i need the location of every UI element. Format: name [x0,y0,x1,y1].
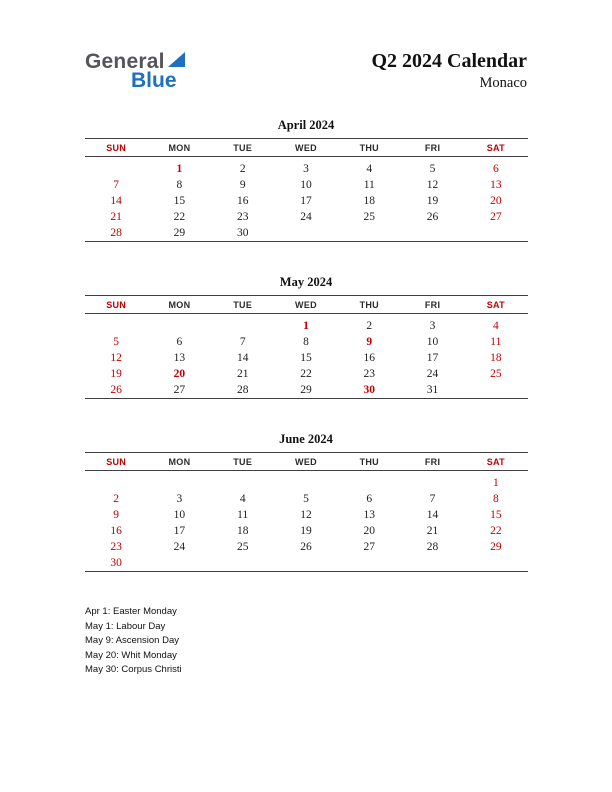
week-row [85,225,528,242]
month-title: May 2024 [279,275,333,289]
day-cell: 28 [426,541,439,553]
day-cell: 19 [110,368,122,380]
day-cell: 10 [426,336,439,348]
week-row [85,382,528,399]
week-row [85,334,528,350]
day-cell: 28 [236,384,249,396]
empty-day-cell [401,225,464,242]
day-cell: 24 [173,541,186,553]
months-container [85,118,528,572]
day-cell: 8 [303,336,309,348]
empty-day-cell [401,471,464,492]
day-cell: 22 [173,211,186,223]
day-cell: 1 [176,163,183,175]
empty-day-cell [85,471,148,492]
day-cell: 30 [363,384,376,396]
weekday-header: TUE [233,457,253,467]
day-cell: 11 [237,509,249,521]
day-cell: 7 [113,179,120,191]
empty-day-cell [211,555,274,572]
weekday-header: THU [359,300,379,310]
day-cell: 26 [426,211,439,223]
day-cell: 18 [490,352,502,364]
day-cell: 6 [366,493,373,505]
month-calendar [85,432,528,572]
day-cell: 6 [492,163,499,175]
day-cell: 28 [110,227,122,239]
day-cell: 15 [490,509,502,521]
day-cell: 5 [113,336,120,348]
day-cell: 13 [363,509,376,521]
month-calendar [85,118,528,242]
week-row [85,314,528,335]
day-cell: 25 [363,211,376,223]
day-cell: 27 [363,541,376,553]
week-row [85,507,528,523]
weekday-header: FRI [424,143,441,153]
day-cell: 21 [236,368,249,380]
weekday-header: THU [359,457,379,467]
holiday-note: Apr 1: Easter Monday [85,606,177,617]
empty-day-cell [85,157,148,178]
weekday-header: TUE [233,300,253,310]
day-cell: 14 [110,195,122,207]
empty-day-cell [274,471,337,492]
day-cell: 11 [363,179,375,191]
holiday-note: May 20: Whit Monday [85,649,177,661]
holiday-note: May 9: Ascension Day [85,635,179,647]
day-cell: 20 [363,525,376,537]
day-cell: 25 [490,368,502,380]
empty-day-cell [274,225,337,242]
day-cell: 7 [429,493,436,505]
empty-day-cell [338,225,401,242]
holiday-note: May 1: Labour Day [85,620,166,632]
empty-day-cell [464,225,527,242]
day-cell: 3 [176,493,183,505]
day-cell: 20 [173,368,186,380]
day-cell: 16 [363,352,376,364]
weekday-header: SUN [106,457,127,467]
day-cell: 14 [236,352,249,364]
day-cell: 4 [366,163,373,175]
day-cell: 23 [236,211,249,223]
weekday-header: TUE [233,143,253,153]
holiday-note: May 30: Corpus Christi [85,664,182,676]
empty-day-cell [85,314,148,335]
day-cell: 9 [113,509,120,521]
day-cell: 30 [110,557,122,569]
day-cell: 19 [426,195,439,207]
day-cell: 25 [236,541,249,553]
day-cell: 2 [113,493,120,505]
day-cell: 5 [429,163,436,175]
day-cell: 19 [300,525,312,537]
page-title: Q2 2024 Calendar [371,50,527,72]
day-cell: 3 [303,163,309,175]
empty-day-cell [148,471,211,492]
holiday-notes [85,605,612,678]
day-cell: 27 [490,211,502,223]
week-row [85,177,528,193]
empty-day-cell [211,314,274,335]
day-cell: 18 [363,195,376,207]
day-cell: 5 [303,493,309,505]
day-cell: 24 [300,211,312,223]
month-title: June 2024 [279,432,333,446]
week-row [85,523,528,539]
day-cell: 10 [173,509,186,521]
day-cell: 7 [239,336,246,348]
day-cell: 2 [366,320,373,332]
logo-triangle-icon [168,50,185,71]
weekday-header: WED [295,457,317,467]
empty-day-cell [148,314,211,335]
empty-day-cell [211,471,274,492]
day-cell: 6 [176,336,183,348]
weekday-header: MON [168,300,191,310]
logo-text-general: General [85,50,165,73]
day-cell: 27 [173,384,186,396]
weekday-header: FRI [424,457,441,467]
week-row [85,555,528,572]
page-subtitle: Monaco [479,75,527,91]
day-cell: 12 [110,352,122,364]
title-block [371,50,527,92]
day-cell: 18 [236,525,249,537]
day-cell: 29 [173,227,186,239]
weekday-header: WED [295,300,317,310]
month-title: April 2024 [277,118,335,132]
week-row [85,209,528,225]
week-row [85,193,528,209]
empty-day-cell [464,382,527,399]
day-cell: 9 [239,179,246,191]
weekday-header: SAT [486,457,505,467]
general-blue-logo [85,50,185,91]
week-row [85,366,528,382]
day-cell: 14 [426,509,439,521]
day-cell: 4 [239,493,246,505]
month-calendar [85,275,528,399]
day-cell: 12 [426,179,439,191]
day-cell: 12 [300,509,312,521]
day-cell: 31 [426,384,439,396]
day-cell: 26 [300,541,312,553]
day-cell: 30 [236,227,249,239]
day-cell: 17 [426,352,439,364]
weekday-header: MON [168,143,191,153]
weekday-header: FRI [424,300,441,310]
day-cell: 11 [490,336,502,348]
day-cell: 20 [490,195,502,207]
day-cell: 10 [300,179,312,191]
calendar-table [85,138,528,242]
day-cell: 23 [363,368,376,380]
day-cell: 13 [490,179,502,191]
empty-day-cell [274,555,337,572]
day-cell: 22 [300,368,312,380]
week-row [85,471,528,492]
day-cell: 29 [300,384,312,396]
day-cell: 8 [492,493,499,505]
weekday-header: SAT [486,300,505,310]
empty-day-cell [464,555,527,572]
weekday-header: SAT [486,143,505,153]
weekday-header: SUN [106,300,127,310]
week-row [85,157,528,178]
page-header [0,0,612,92]
empty-day-cell [148,555,211,572]
day-cell: 13 [173,352,186,364]
day-cell: 1 [303,320,309,332]
day-cell: 15 [300,352,312,364]
day-cell: 16 [110,525,122,537]
day-cell: 17 [300,195,312,207]
weekday-header: MON [168,457,191,467]
day-cell: 29 [490,541,502,553]
day-cell: 21 [110,211,122,223]
day-cell: 9 [366,336,373,348]
day-cell: 8 [176,179,183,191]
weekday-header: WED [295,143,317,153]
empty-day-cell [338,555,401,572]
day-cell: 17 [173,525,186,537]
weekday-header: SUN [106,143,127,153]
empty-day-cell [401,555,464,572]
day-cell: 15 [173,195,186,207]
week-row [85,350,528,366]
day-cell: 26 [110,384,122,396]
day-cell: 22 [490,525,502,537]
day-cell: 2 [239,163,246,175]
day-cell: 16 [236,195,249,207]
calendar-table [85,295,528,399]
day-cell: 1 [492,477,499,489]
day-cell: 3 [429,320,436,332]
week-row [85,539,528,555]
calendar-table [85,452,528,572]
logo-text-blue: Blue [131,69,177,92]
day-cell: 21 [426,525,439,537]
empty-day-cell [338,471,401,492]
day-cell: 4 [492,320,499,332]
week-row [85,491,528,507]
day-cell: 23 [110,541,122,553]
weekday-header: THU [359,143,379,153]
day-cell: 24 [426,368,439,380]
